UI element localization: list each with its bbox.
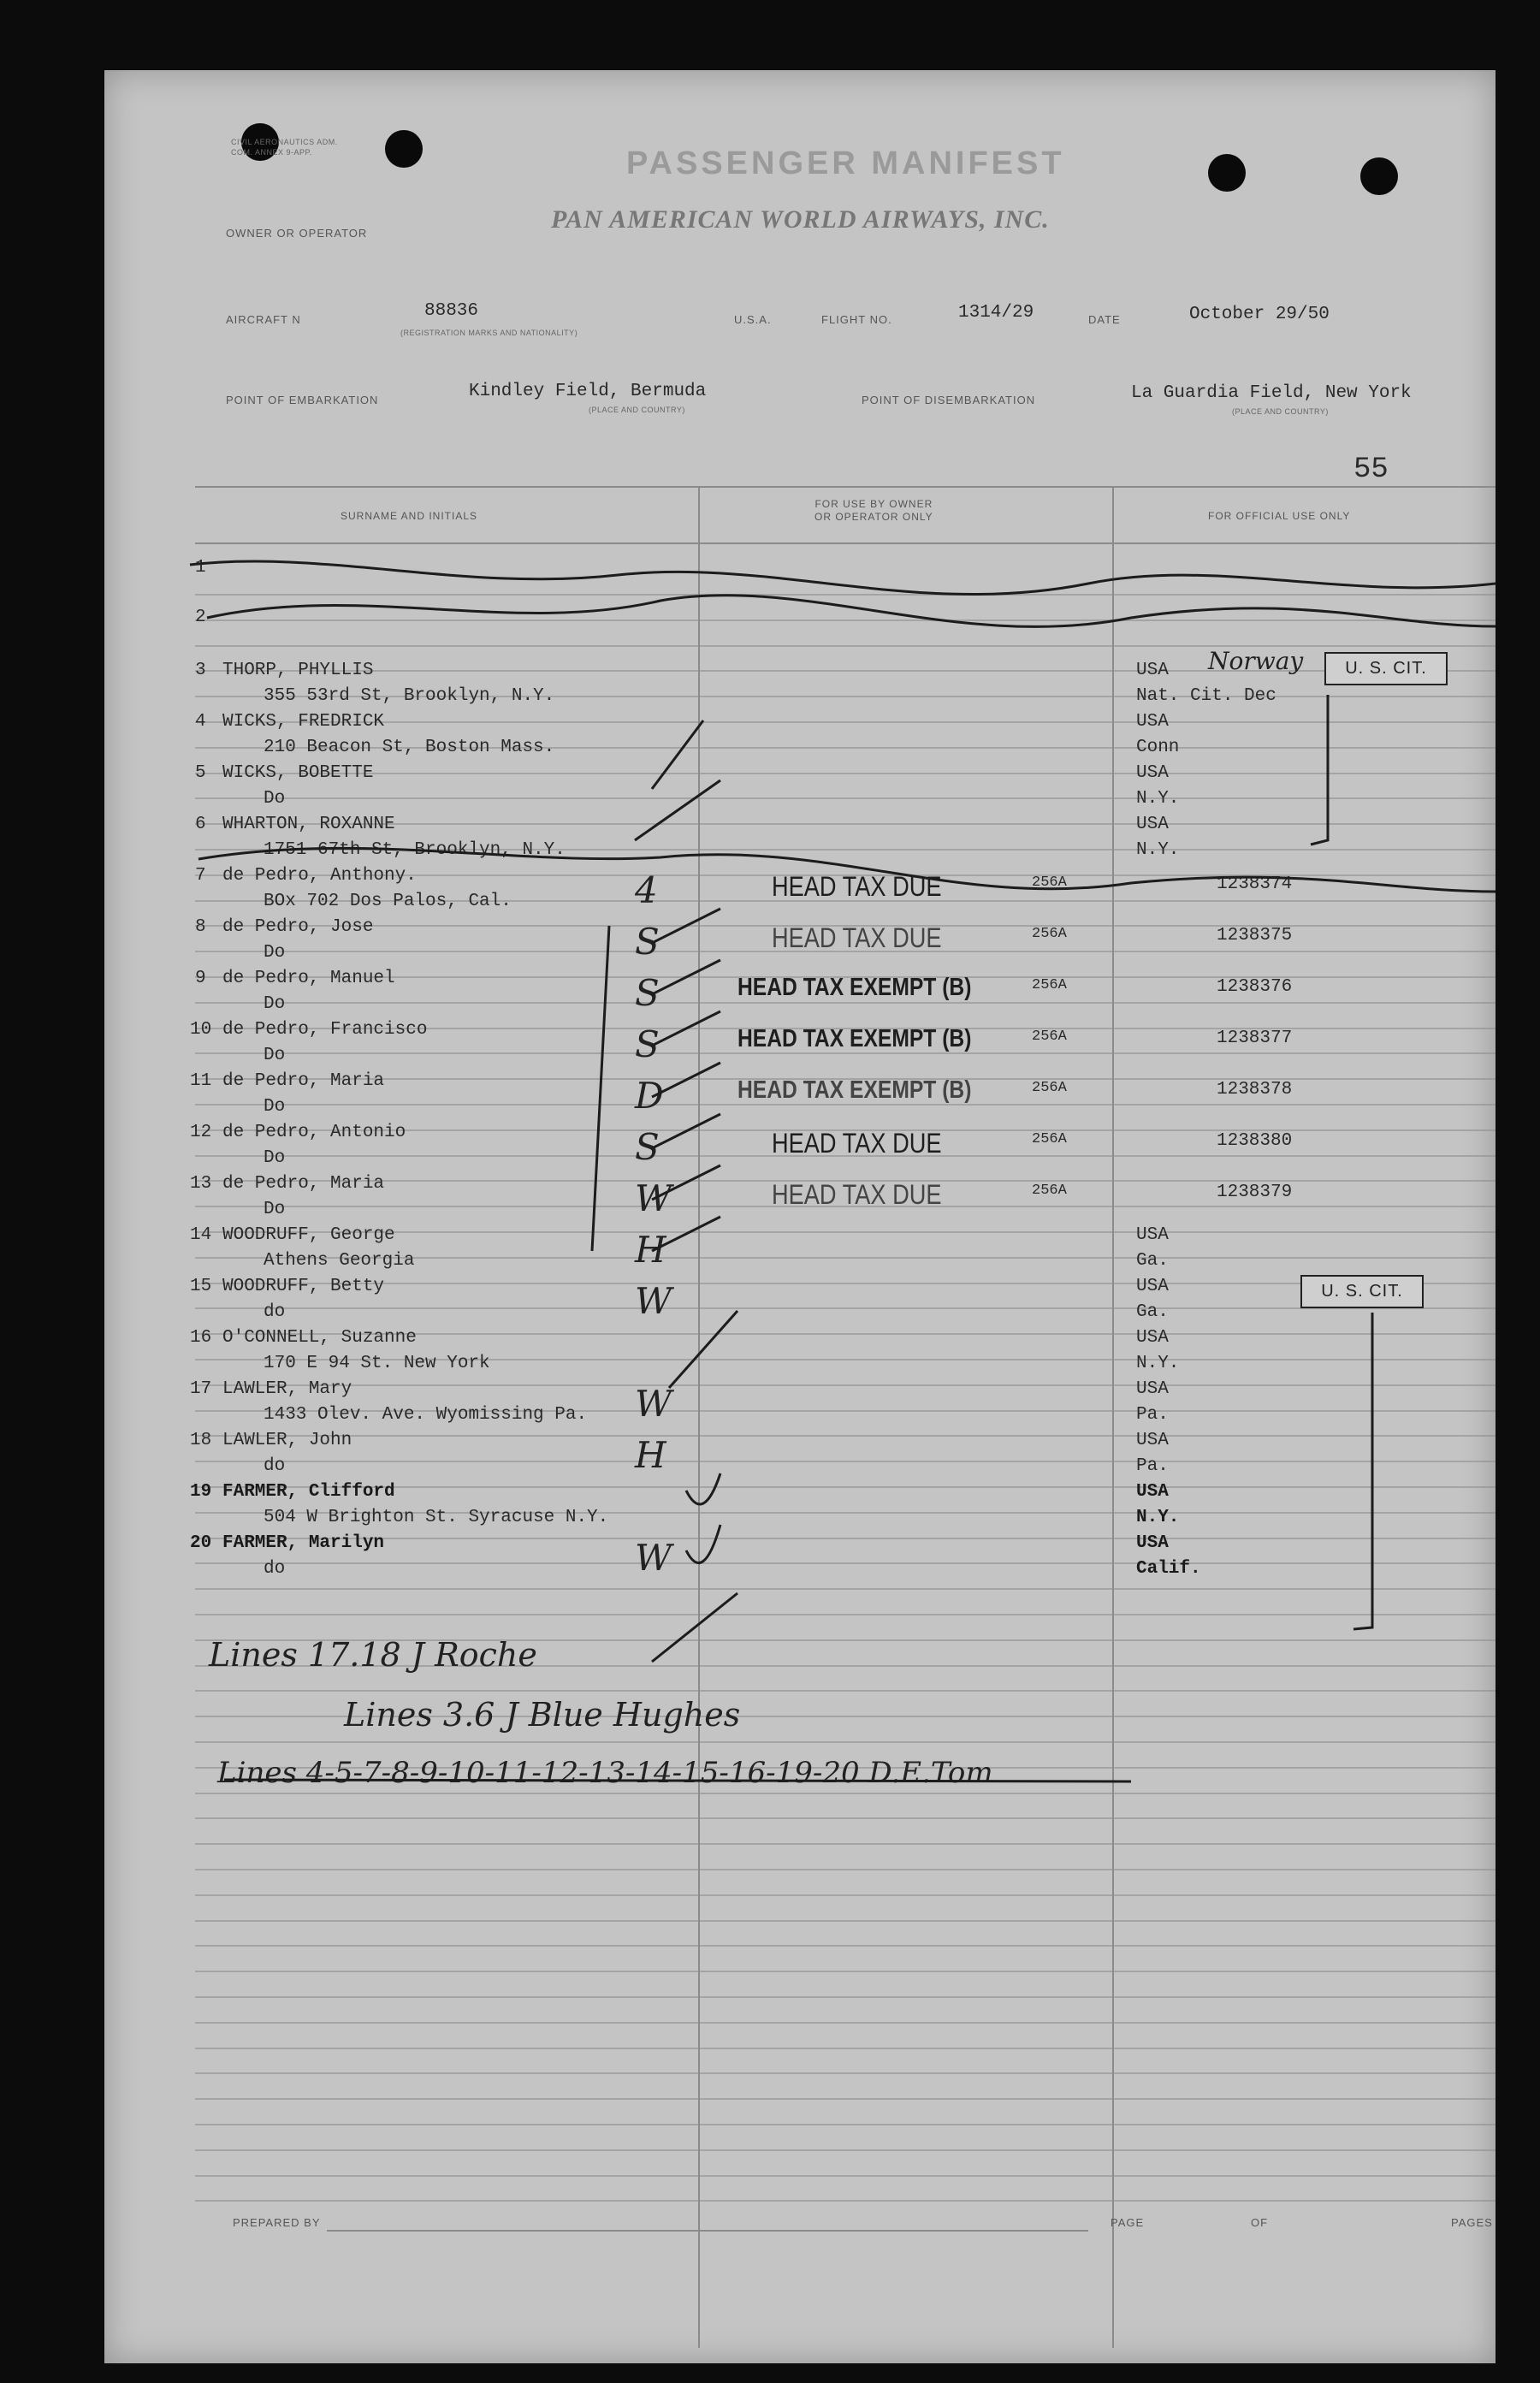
owner-mark: W xyxy=(635,1383,672,1425)
embark-sub: (PLACE AND COUNTRY) xyxy=(589,406,685,414)
passenger-name: THORP, PHYLLIS xyxy=(222,661,374,680)
head-tax-stamp: HEAD TAX DUE xyxy=(772,1128,942,1159)
passenger-name: de Pedro, Manuel xyxy=(222,969,395,988)
disembark-value: La Guardia Field, New York xyxy=(1131,383,1412,403)
page-label: PAGE xyxy=(1111,2216,1145,2229)
head-tax-stamp: HEAD TAX EXEMPT (B) xyxy=(737,974,972,1001)
official-nationality: USA xyxy=(1136,1431,1169,1450)
passenger-address: BOx 702 Dos Palos, Cal. xyxy=(264,892,512,911)
owner-mark: W xyxy=(635,1537,672,1579)
check-mark xyxy=(652,1011,720,1046)
head-tax-stamp: HEAD TAX DUE xyxy=(772,1179,942,1210)
pages-label: PAGES xyxy=(1451,2216,1493,2229)
page-number: 55 xyxy=(1353,453,1389,486)
check-mark xyxy=(669,1311,737,1388)
ticket-number: 1238379 xyxy=(1217,1183,1293,1202)
owner-mark: H xyxy=(635,1434,666,1476)
check-mark xyxy=(652,1114,720,1148)
check-mark xyxy=(635,780,720,840)
row-number: 1 xyxy=(195,558,206,578)
official-nationality: USA xyxy=(1136,815,1169,834)
ticket-number: 1238377 xyxy=(1217,1028,1293,1048)
disembark-label: POINT OF DISEMBARKATION xyxy=(862,394,1036,406)
passenger-name: LAWLER, John xyxy=(222,1431,352,1450)
row-number: 17 xyxy=(190,1379,212,1399)
manifest-sheet xyxy=(104,70,1496,2363)
owner-mark: S xyxy=(635,921,660,963)
passenger-name: O'CONNELL, Suzanne xyxy=(222,1328,417,1348)
row-number: 4 xyxy=(195,712,206,732)
row-number: 14 xyxy=(190,1225,212,1245)
passenger-address: do xyxy=(264,1559,286,1579)
row-number: 20 xyxy=(190,1533,212,1553)
embark-value: Kindley Field, Bermuda xyxy=(469,382,707,401)
tax-code: 256A xyxy=(1032,1131,1067,1147)
check-mark xyxy=(652,1063,720,1097)
owner-mark: W xyxy=(635,1177,672,1219)
passenger-address: 355 53rd St, Brooklyn, N.Y. xyxy=(264,686,555,706)
passenger-address: do xyxy=(264,1302,286,1322)
official-state: Ga. xyxy=(1136,1251,1169,1271)
owner-mark: 4 xyxy=(635,869,658,911)
date-label: DATE xyxy=(1088,313,1121,326)
passenger-address: 210 Beacon St, Boston Mass. xyxy=(264,738,555,757)
row-number: 19 xyxy=(190,1482,212,1502)
row-number: 15 xyxy=(190,1277,212,1296)
tax-code: 256A xyxy=(1032,926,1067,942)
row-number: 11 xyxy=(190,1071,212,1091)
owner-mark: S xyxy=(635,1023,660,1065)
passenger-address: 504 W Brighton St. Syracuse N.Y. xyxy=(264,1508,609,1527)
passenger-address: Do xyxy=(264,789,286,809)
owner-mark: H xyxy=(635,1229,666,1271)
us-cit-stamp: U. S. CIT. xyxy=(1300,1275,1424,1308)
check-mark xyxy=(652,909,720,943)
passenger-address: 1433 Olev. Ave. Wyomissing Pa. xyxy=(264,1405,588,1425)
passenger-name: WHARTON, ROXANNE xyxy=(222,815,395,834)
official-state: N.Y. xyxy=(1136,1508,1180,1527)
strike-line xyxy=(207,596,1496,627)
row-number: 6 xyxy=(195,815,206,834)
tax-code: 256A xyxy=(1032,874,1067,891)
check-mark xyxy=(652,1217,720,1251)
official-state: Pa. xyxy=(1136,1456,1169,1476)
passenger-name: FARMER, Marilyn xyxy=(222,1533,385,1553)
head-tax-stamp: HEAD TAX DUE xyxy=(772,922,942,953)
passenger-name: WOODRUFF, George xyxy=(222,1225,395,1245)
ticket-number: 1238376 xyxy=(1217,977,1293,997)
form-code: CIVIL AERONAUTICS ADM. COM. ANNEX 9-APP. xyxy=(231,138,338,157)
tax-code: 256A xyxy=(1032,1028,1067,1045)
passenger-address: Do xyxy=(264,1046,286,1065)
embark-label: POINT OF EMBARKATION xyxy=(226,394,379,406)
date-value: October 29/50 xyxy=(1189,305,1330,324)
check-mark xyxy=(652,960,720,994)
official-state: N.Y. xyxy=(1136,1354,1180,1373)
ticket-number: 1238375 xyxy=(1217,926,1293,945)
official-state: Conn xyxy=(1136,738,1180,757)
official-nationality: USA xyxy=(1136,1482,1169,1502)
passenger-name: de Pedro, Maria xyxy=(222,1174,385,1194)
check-mark xyxy=(652,1593,737,1662)
ticket-number: 1238374 xyxy=(1217,874,1293,894)
owner-mark: W xyxy=(635,1280,672,1322)
official-state: N.Y. xyxy=(1136,789,1180,809)
tax-code: 256A xyxy=(1032,1183,1067,1199)
passenger-address: Do xyxy=(264,1148,286,1168)
annotation-line3: Lines 4-5-7-8-9-10-11-12-13-14-15-16-19-20 D.E.Tom xyxy=(217,1756,993,1790)
owner-mark: S xyxy=(635,1126,660,1168)
owner-label: OWNER OR OPERATOR xyxy=(226,227,368,240)
passenger-name: LAWLER, Mary xyxy=(222,1379,352,1399)
official-nationality: USA xyxy=(1136,1277,1169,1296)
of-label: OF xyxy=(1251,2216,1269,2229)
check-mark xyxy=(686,1525,720,1563)
check-mark xyxy=(652,1165,720,1200)
official-nationality: USA xyxy=(1136,1225,1169,1245)
bracket-line xyxy=(1311,695,1328,845)
passenger-name: de Pedro, Antonio xyxy=(222,1123,406,1142)
row-number: 7 xyxy=(195,866,206,886)
row-number: 10 xyxy=(190,1020,212,1040)
underline xyxy=(224,1780,1131,1781)
passenger-address: Do xyxy=(264,994,286,1014)
annotation-line2: Lines 3.6 J Blue Hughes xyxy=(344,1696,741,1734)
official-nationality: USA xyxy=(1136,1379,1169,1399)
owner-mark: S xyxy=(635,972,660,1014)
manifest-title: PASSENGER MANIFEST xyxy=(626,145,1065,181)
flight-value: 1314/29 xyxy=(958,303,1034,323)
official-nationality: USA xyxy=(1136,661,1169,680)
strike-line xyxy=(190,561,1496,595)
passenger-address: 170 E 94 St. New York xyxy=(264,1354,490,1373)
check-mark xyxy=(652,720,703,789)
row-number: 13 xyxy=(190,1174,212,1194)
prepared-by-label: PREPARED BY xyxy=(233,2216,321,2229)
row-number: 16 xyxy=(190,1328,212,1348)
aircraft-label: AIRCRAFT N xyxy=(226,313,301,326)
row-number: 12 xyxy=(190,1123,212,1142)
passenger-address: Do xyxy=(264,1097,286,1117)
row-number: 2 xyxy=(195,608,206,627)
vertical-bracket xyxy=(592,926,609,1251)
passenger-name: WICKS, FREDRICK xyxy=(222,712,385,732)
official-state: Pa. xyxy=(1136,1405,1169,1425)
official-nationality: USA xyxy=(1136,763,1169,783)
official-state: N.Y. xyxy=(1136,840,1180,860)
passenger-name: FARMER, Clifford xyxy=(222,1482,395,1502)
row-number: 18 xyxy=(190,1431,212,1450)
row-number: 5 xyxy=(195,763,206,783)
row-number: 8 xyxy=(195,917,206,937)
handwritten-marks xyxy=(104,70,1496,2363)
passenger-address: Do xyxy=(264,943,286,963)
official-nationality: USA xyxy=(1136,1533,1169,1553)
official-state: Ga. xyxy=(1136,1302,1169,1322)
owner-mark: D xyxy=(635,1075,664,1117)
passenger-name: de Pedro, Jose xyxy=(222,917,374,937)
passenger-name: WICKS, BOBETTE xyxy=(222,763,374,783)
aircraft-sub: (REGISTRATION MARKS AND NATIONALITY) xyxy=(400,329,578,337)
passenger-name: de Pedro, Francisco xyxy=(222,1020,428,1040)
official-nationality: USA xyxy=(1136,1328,1169,1348)
col-surname: SURNAME AND INITIALS xyxy=(341,510,478,522)
usa-label: U.S.A. xyxy=(734,313,772,326)
aircraft-value: 88836 xyxy=(424,301,479,321)
passenger-address: do xyxy=(264,1456,286,1476)
official-nationality: USA xyxy=(1136,712,1169,732)
annotation-line1: Lines 17.18 J Roche xyxy=(209,1636,537,1674)
ticket-number: 1238378 xyxy=(1217,1080,1293,1100)
official-note: Norway xyxy=(1208,647,1304,675)
passenger-name: WOODRUFF, Betty xyxy=(222,1277,385,1296)
check-mark xyxy=(686,1473,720,1504)
row-number: 9 xyxy=(195,969,206,988)
head-tax-stamp: HEAD TAX EXEMPT (B) xyxy=(737,1025,972,1052)
row-number: 3 xyxy=(195,661,206,680)
ticket-number: 1238380 xyxy=(1217,1131,1293,1151)
owner-value: PAN AMERICAN WORLD AIRWAYS, INC. xyxy=(551,205,1050,234)
passenger-address: Do xyxy=(264,1200,286,1219)
official-state: Calif. xyxy=(1136,1559,1201,1579)
col-owner-use: FOR USE BY OWNER OR OPERATOR ONLY xyxy=(814,498,933,523)
head-tax-stamp: HEAD TAX EXEMPT (B) xyxy=(737,1076,972,1104)
flight-label: FLIGHT NO. xyxy=(821,313,892,326)
passenger-address: Athens Georgia xyxy=(264,1251,415,1271)
passenger-name: de Pedro, Anthony. xyxy=(222,866,417,886)
tax-code: 256A xyxy=(1032,1080,1067,1096)
bracket-line xyxy=(1353,1313,1372,1629)
strike-line xyxy=(198,848,1496,892)
passenger-address: 1751-67th St, Brooklyn, N.Y. xyxy=(264,840,566,860)
col-official: FOR OFFICIAL USE ONLY xyxy=(1208,510,1351,522)
disembark-sub: (PLACE AND COUNTRY) xyxy=(1232,407,1329,416)
passenger-name: de Pedro, Maria xyxy=(222,1071,385,1091)
head-tax-stamp: HEAD TAX DUE xyxy=(772,871,942,902)
tax-code: 256A xyxy=(1032,977,1067,993)
official-state: Nat. Cit. Dec xyxy=(1136,686,1276,706)
us-cit-stamp: U. S. CIT. xyxy=(1324,652,1448,685)
